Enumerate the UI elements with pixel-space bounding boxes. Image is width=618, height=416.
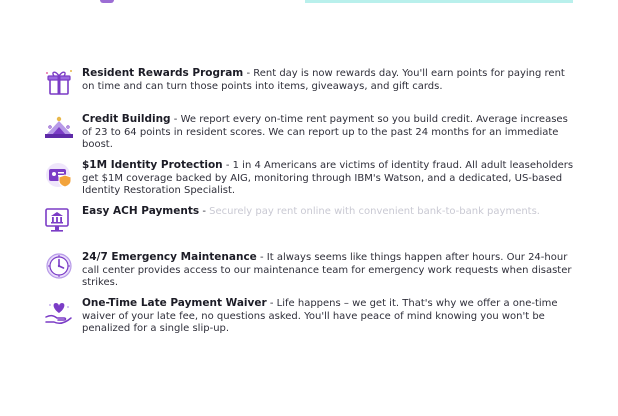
credit-score-icon xyxy=(44,113,74,143)
bank-monitor-icon xyxy=(44,205,74,235)
feature-description: It always seems like things happen after hours. Our 24-hour call center provides access to our maintenance team for emergency work requests when disaster strikes. xyxy=(82,252,572,288)
feature-item-ach: Easy ACH Payments - Securely pay rent online with convenient bank-to-bank payments. xyxy=(44,205,576,251)
feature-title: One-Time Late Payment Waiver xyxy=(82,297,267,309)
feature-title: 24/7 Emergency Maintenance xyxy=(82,251,257,263)
feature-item-identity: $1M Identity Protection - 1 in 4 Americans are victims of identity fraud. All adult leaseholders get $1M coverage backed by AIG, monitoring through IBM's Watson, and a dedicated, US-based Identity Restoration Specialist. xyxy=(44,159,576,205)
identity-shield-icon xyxy=(44,159,74,189)
top-accent-bar xyxy=(305,0,573,3)
heart-hand-icon xyxy=(44,297,74,327)
feature-description: 1 in 4 Americans are victims of identity fraud. All adult leaseholders get $1M coverage backed by AIG, monitoring through IBM's Watson, and a dedicated, US-based Identity Restoration Specialist. xyxy=(82,160,574,196)
gift-icon xyxy=(44,67,74,97)
feature-description: Rent day is now rewards day. You'll earn points for paying rent on time and can turn those points into items, giveaways, and gift cards. xyxy=(82,68,565,92)
feature-description: Securely pay rent online with convenient bank-to-bank payments. xyxy=(209,206,540,217)
feature-description: Life happens – we get it. That's why we offer a one-time waiver of your late fee, no questions asked. You'll have peace of mind knowing you won't be penalized for a single slip-up. xyxy=(82,298,558,334)
feature-item-credit: Credit Building - We report every on-time rent payment so you build credit. Average increases of 23 to 64 points in resident scores. We can report up to the past 24 months for an immediate boost. xyxy=(44,113,576,159)
feature-title: $1M Identity Protection xyxy=(82,159,223,171)
feature-description: We report every on-time rent payment so you build credit. Average increases of 23 to 64 points in resident scores. We can report up to the past 24 months for an immediate boost. xyxy=(82,114,568,150)
feature-title: Easy ACH Payments xyxy=(82,205,200,217)
feature-list xyxy=(44,67,576,343)
clock-icon xyxy=(44,251,74,281)
feature-item-waiver: One-Time Late Payment Waiver - Life happens – we get it. That's why we offer a one-time waiver of your late fee, no questions asked. You'll have peace of mind knowing you won't be penalized for a single slip-up. xyxy=(44,297,576,343)
feature-title: Resident Rewards Program xyxy=(82,67,244,79)
feature-title: Credit Building xyxy=(82,113,171,125)
feature-item-maintenance: 24/7 Emergency Maintenance - It always seems like things happen after hours. Our 24-hour call center provides access to our maintenance team for emergency work requests when disaster strikes. xyxy=(44,251,576,297)
feature-item-rewards: Resident Rewards Program - Rent day is now rewards day. You'll earn points for paying rent on time and can turn those points into items, giveaways, and gift cards. xyxy=(44,67,576,113)
top-decoration xyxy=(100,0,114,3)
